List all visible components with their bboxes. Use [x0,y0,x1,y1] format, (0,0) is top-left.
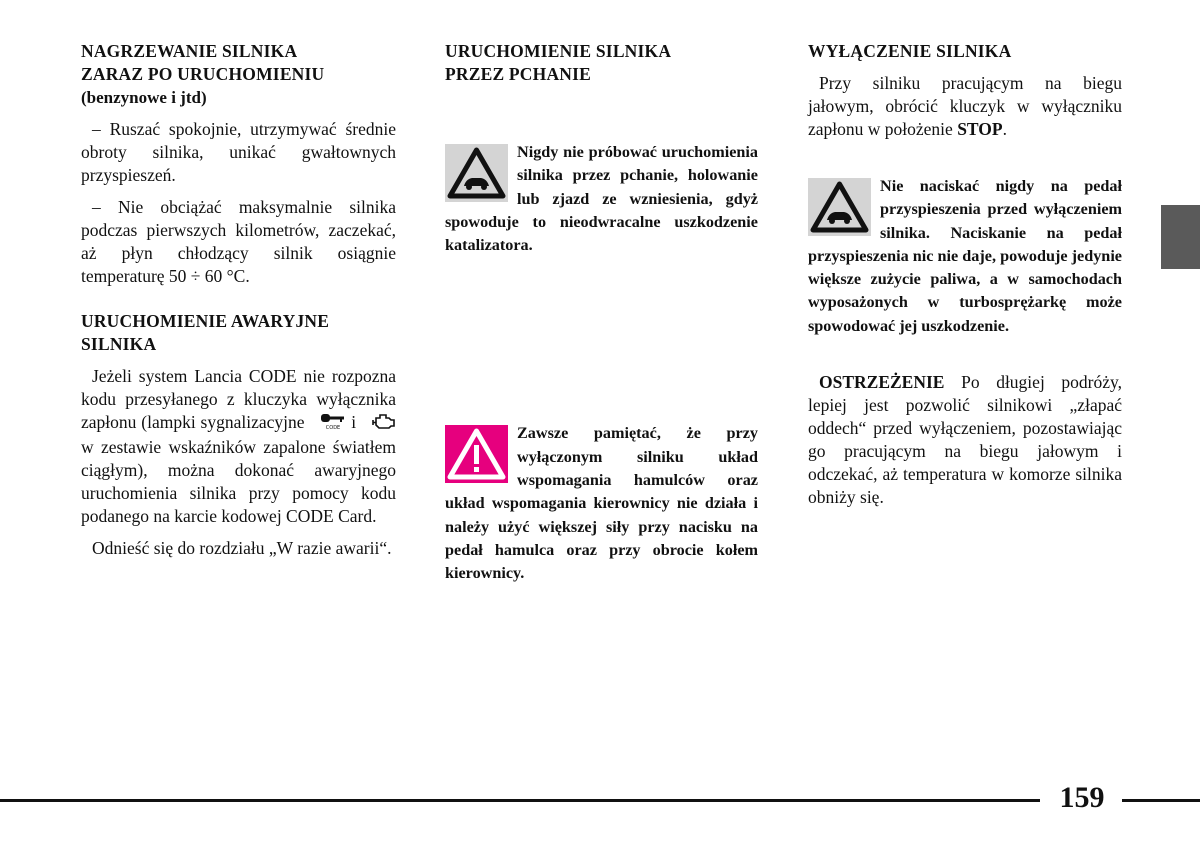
text-span: Przy silniku pracującym na biegu jałowym, obrócić kluczyk w wyłączniku zapłonu w położenie [808,73,1122,139]
heading-line: URUCHOMIENIE AWARYJNE [81,311,330,331]
text-span: i [351,412,357,432]
column-right [808,40,1122,509]
warning-accelerator [808,175,1122,338]
paragraph-note [808,371,1122,509]
heading-emergency-start [81,310,396,356]
page-number: 159 [1059,781,1105,814]
text-span: Po długiej podróży, lepiej jest pozwolić silnikowi „złapać oddech“ przed wyłączeniem, pozostawiając go pracującym na biegu jałowym i odczekać, aż temperatura w komorze silnika obniży się. [808,372,1123,508]
car-warning-icon [808,178,871,236]
heading-engine-warmup [81,40,396,86]
heading-line: NAGRZEWANIE SILNIKA [81,41,298,61]
heading-subtitle: (benzynowe i jtd) [81,88,207,107]
paragraph-refer-chapter: Odnieść się do rozdziału „W razie awarii“. [92,538,392,558]
key-code-icon [309,412,346,436]
warning-brakes-steering [445,422,758,585]
paragraph-turn-key [808,72,1122,141]
footer-rule-right [1122,799,1200,802]
heading-push-start [445,40,758,86]
warning-text-accelerator: Nie naciskać nigdy na pedał przyspieszenia przed wyłączeniem silnika. Naciskanie na pedał przyspieszenia nic nie daje, powoduje jedynie większe zużycie paliwa, a w samochodach wyposażonych w turbosprężarkę może spowodować jej uszkodzenie. [808,177,1122,335]
code-icon-label: CODE [326,425,341,430]
warning-text-push-start: Nigdy nie próbować uruchomienia silnika przez pchanie, holowanie lub zjazd ze wzniesienia, gdyż spowoduje to nieodwracalne uszkodzenie katalizatora. [445,143,758,255]
paragraph-no-max-load: – Nie obciążać maksymalnie silnika podczas pierwszych kilometrów, zaczekać, aż płyn chłodzący silnik osiągnie temperaturę 50 ÷ 60 °C. [81,197,396,286]
heading-line: ZARAZ PO URUCHOMIENIU [81,64,325,84]
footer-rule-left [0,799,1040,802]
warning-push-start [445,141,758,257]
warning-text-brakes: Zawsze pamiętać, że przy wyłączonym silniku układ wspomagania hamulców oraz układ wspomagania kierownicy nie działa i należy użyć większej siły przy nacisku na pedał hamulca oraz przy obrocie kołem kierownicy. [445,424,758,583]
column-left [81,40,396,560]
paragraph-lancia-code [81,365,396,528]
heading-engine-stop: WYŁĄCZENIE SILNIKA [808,41,1012,61]
section-tab [1161,205,1200,269]
danger-triangle-icon [445,425,508,483]
paragraph-drive-gently: – Ruszać spokojnie, utrzymywać średnie obroty silnika, unikać gwałtownych przyspieszeń. [81,119,396,185]
car-warning-icon [445,144,508,202]
heading-line: PRZEZ PCHANIE [445,64,592,84]
text-span: . [1002,119,1007,139]
heading-line: URUCHOMIENIE SILNIKA [445,41,672,61]
column-middle [445,40,758,586]
note-label: OSTRZEŻENIE [819,372,945,393]
text-span: Jeżeli system Lancia CODE nie rozpozna kodu przesyłanego z kluczyka wyłącznika zapłonu (lampki sygnalizacyjne [81,366,396,432]
text-span: w zestawie wskaźników zapalone światłem ciągłym), można dokonać awaryjnego uruchomienia silnika przy pomocy kodu podanego na karcie kodowej CODE Card. [81,437,396,526]
engine-check-icon [361,412,396,436]
heading-line: SILNIKA [81,334,157,354]
stop-position: STOP [957,119,1003,139]
